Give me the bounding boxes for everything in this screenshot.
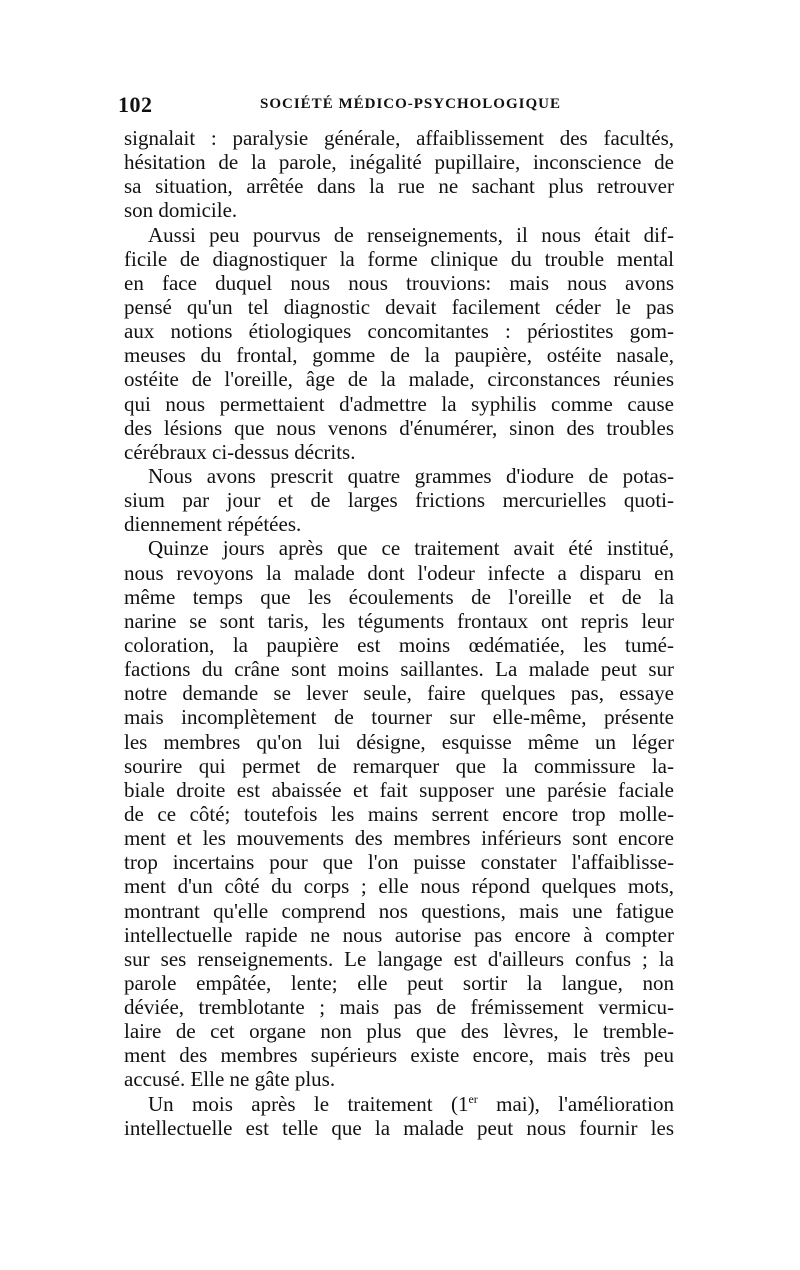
text-line: ment et les mouvements des membres inférieurs sont encore	[124, 826, 674, 851]
text-line: sa situation, arrêtée dans la rue ne sachant plus retrouver	[124, 174, 674, 199]
page-number: 102	[118, 92, 153, 117]
text-line: ficile de diagnostiquer la forme clinique du trouble mental	[124, 246, 674, 271]
text-line: sourire qui permet de remarquer que la commissure la-	[124, 753, 674, 778]
text-line: ment des membres supérieurs existe encore, mais très peu	[124, 1043, 674, 1068]
text-line: intellectuelle rapide ne nous autorise pas encore à compter	[124, 922, 674, 947]
page-header	[118, 92, 674, 120]
text-line: en face duquel nous nous trouvions: mais nous avons	[124, 270, 674, 295]
text-line: pensé qu'un tel diagnostic devait facilement céder le pas	[124, 294, 674, 319]
text-line: trop incertains pour que l'on puisse constater l'affaiblisse-	[124, 850, 674, 875]
text-line: Un mois après le traitement (1er mai), l'amélioration	[148, 1091, 675, 1116]
text-line: cérébraux ci-dessus décrits.	[124, 439, 356, 464]
text-line: sur ses renseignements. Le langage est d'ailleurs confus ; la	[124, 946, 674, 971]
text-line: biale droite est abaissée et fait supposer une parésie faciale	[124, 777, 674, 802]
text-line: nous revoyons la malade dont l'odeur infecte a disparu en	[124, 560, 674, 585]
text-line: de ce côté; toutefois les mains serrent encore trop molle-	[124, 801, 674, 826]
text-line: factions du crâne sont moins saillantes. La malade peut sur	[124, 657, 674, 682]
text-line: ostéite de l'oreille, âge de la malade, circonstances réunies	[124, 367, 674, 392]
text-line: qui nous permettaient d'admettre la syphilis comme cause	[124, 391, 674, 416]
text-line: sium par jour et de larges frictions mercurielles quoti-	[124, 488, 674, 513]
text-line: Nous avons prescrit quatre grammes d'iodure de potas-	[148, 463, 674, 488]
text-line: accusé. Elle ne gâte plus.	[124, 1067, 336, 1092]
text-line: les membres qu'on lui désigne, esquisse même un léger	[124, 729, 674, 754]
text-line: parole empâtée, lente; elle peut sortir la langue, non	[124, 970, 674, 995]
body-text	[124, 126, 674, 1140]
text-line: Quinze jours après que ce traitement avait été institué,	[148, 536, 674, 561]
text-line: notre demande se lever seule, faire quelques pas, essaye	[124, 681, 674, 706]
text-line: intellectuelle est telle que la malade peut nous fournir les	[124, 1115, 674, 1140]
text-line: diennement répétées.	[124, 512, 302, 537]
text-line: narine se sont taris, les téguments frontaux ont repris leur	[124, 608, 674, 633]
text-line: laire de cet organe non plus que des lèvres, le tremble-	[124, 1019, 674, 1044]
text-line: hésitation de la parole, inégalité pupillaire, inconscience de	[124, 150, 674, 175]
text-line: montrant qu'elle comprend nos questions, mais une fatigue	[124, 898, 674, 923]
text-line: déviée, tremblotante ; mais pas de frémissement vermicu-	[124, 995, 674, 1020]
running-title: SOCIÉTÉ MÉDICO-PSYCHOLOGIQUE	[260, 96, 561, 112]
text-line: même temps que les écoulements de l'oreille et de la	[124, 584, 674, 609]
text-line: mais incomplètement de tourner sur elle-même, présente	[124, 705, 674, 730]
text-line: meuses du frontal, gomme de la paupière, ostéite nasale,	[124, 343, 674, 368]
text-line: Aussi peu pourvus de renseignements, il nous était dif-	[148, 222, 674, 247]
text-line: son domicile.	[124, 198, 238, 223]
text-line: aux notions étiologiques concomitantes : périostites gom-	[124, 319, 674, 344]
text-line: signalait : paralysie générale, affaiblissement des facultés,	[124, 126, 674, 150]
text-line: des lésions que nous venons d'énumérer, sinon des troubles	[124, 415, 674, 440]
text-line: coloration, la paupière est moins œdématiée, les tumé-	[124, 632, 674, 657]
text-line: ment d'un côté du corps ; elle nous répond quelques mots,	[124, 874, 674, 899]
